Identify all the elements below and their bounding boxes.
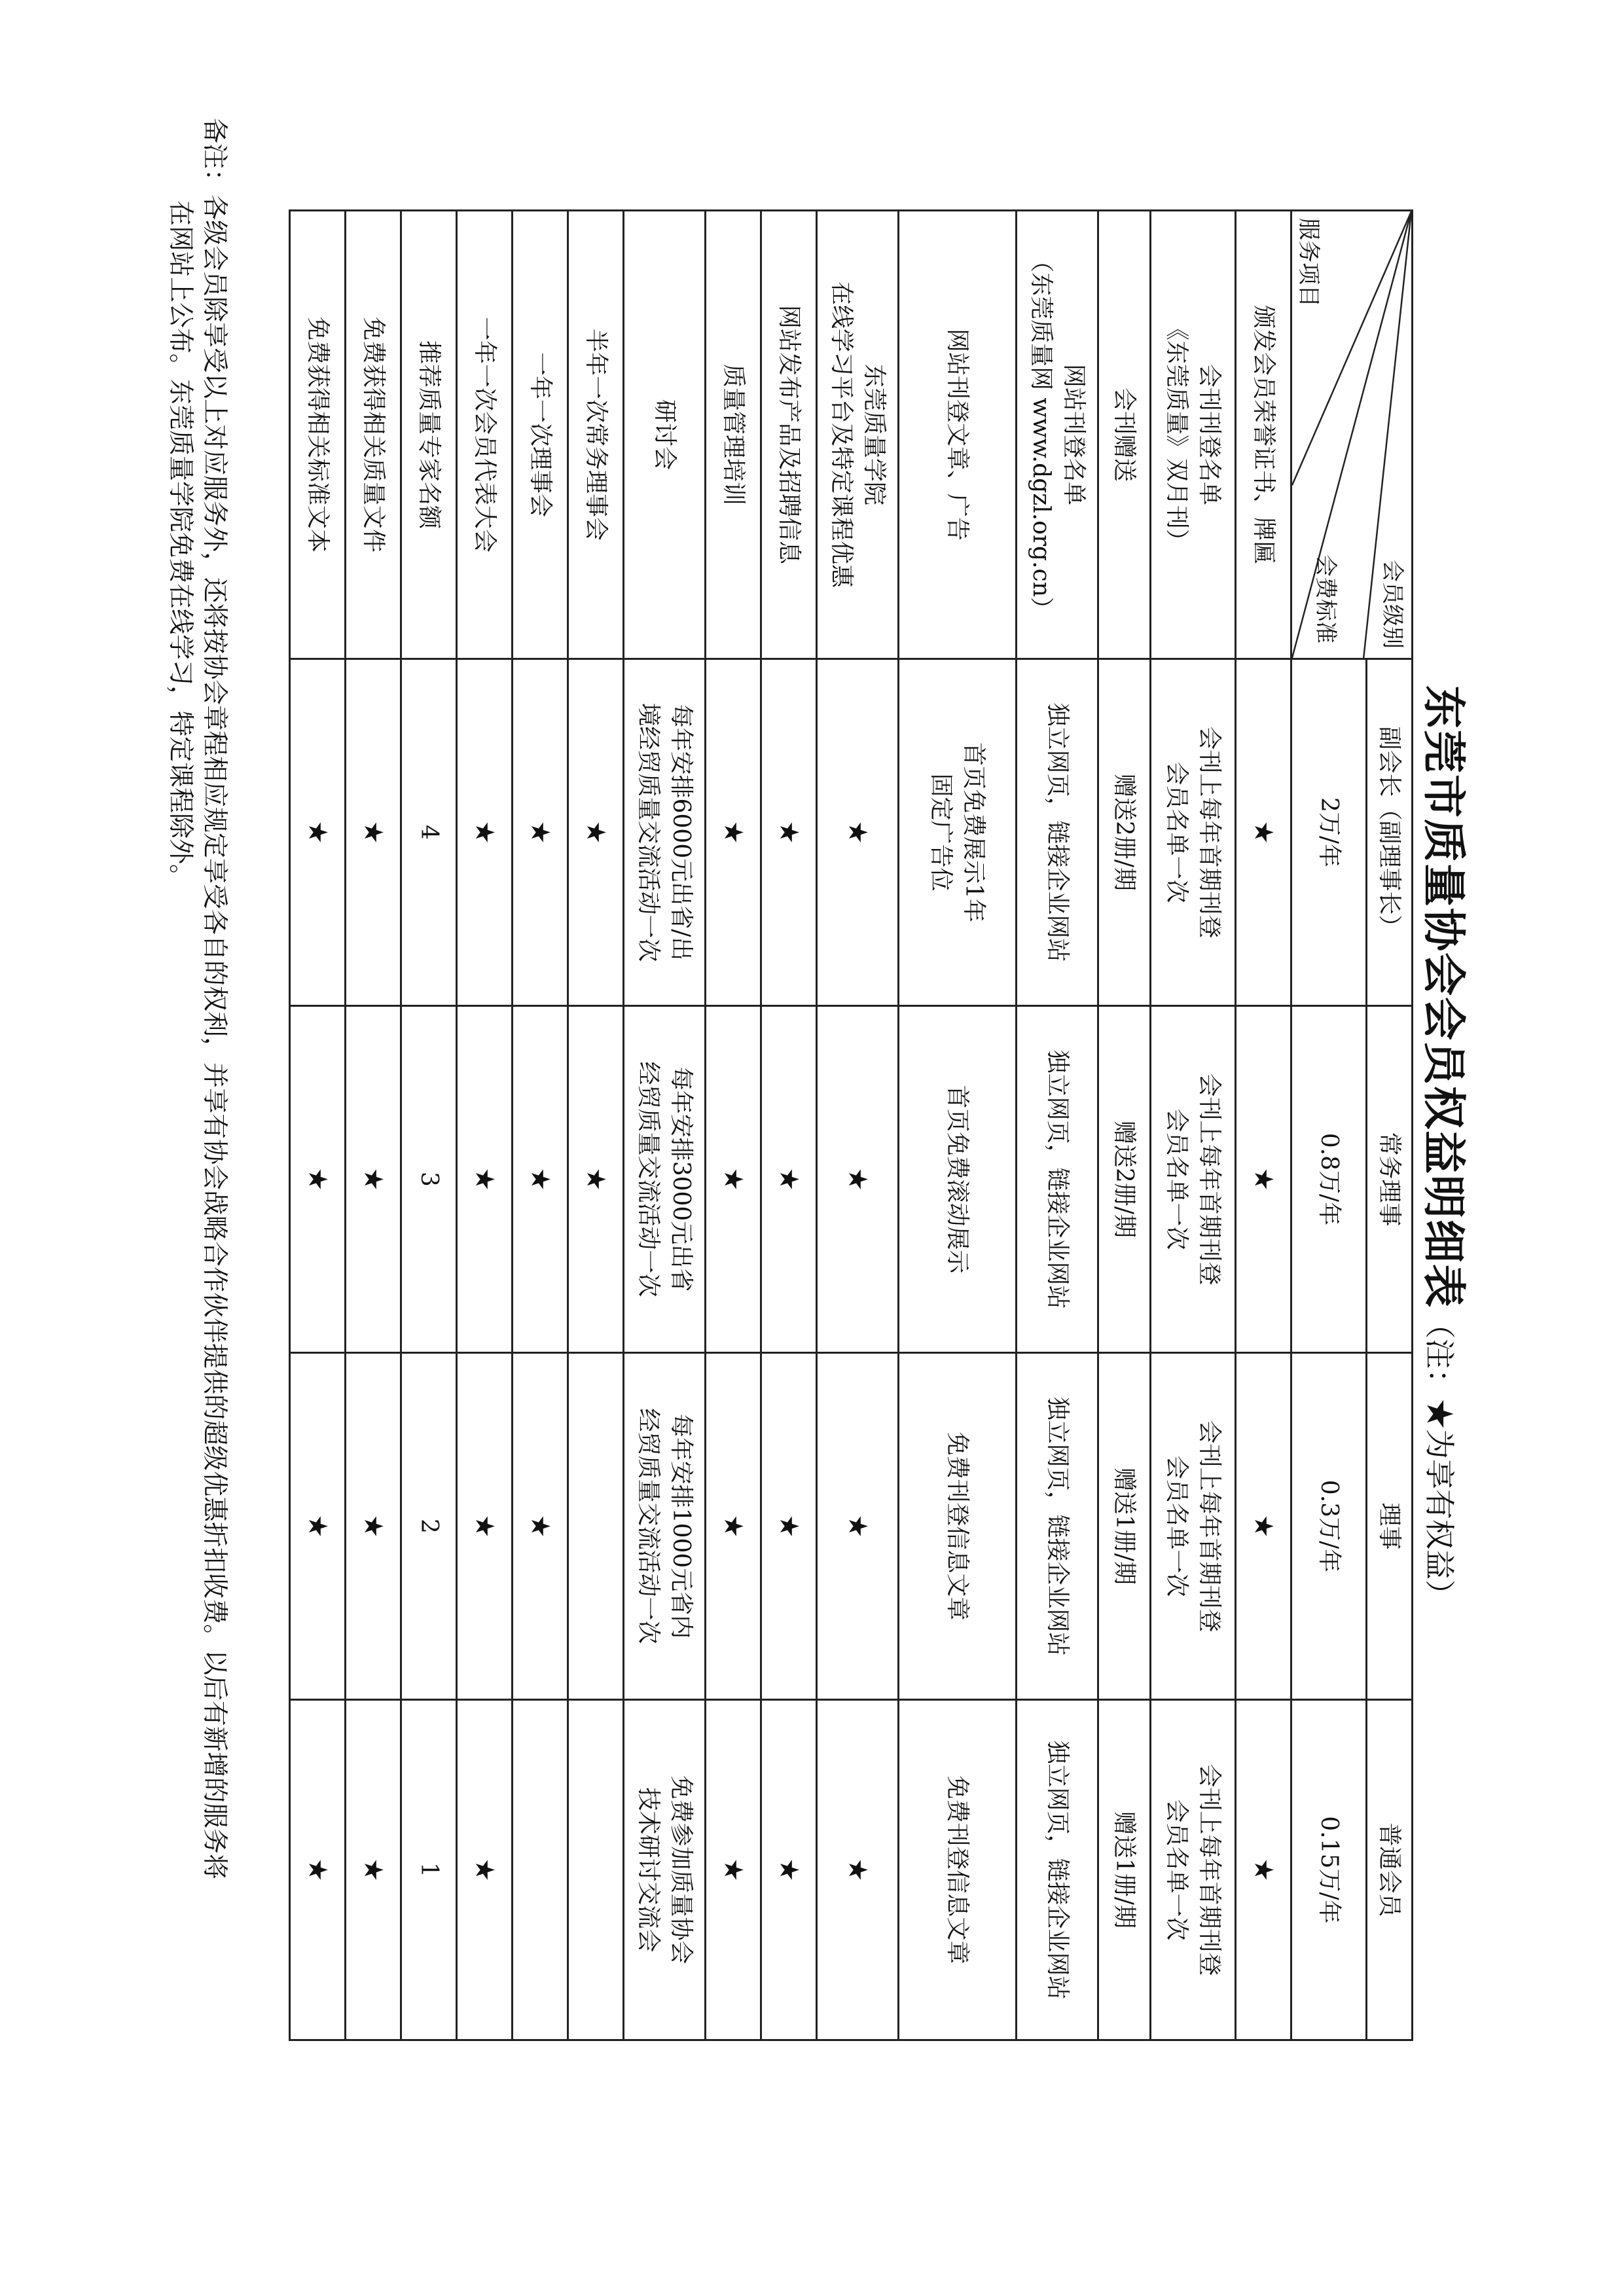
service-item-text: 一年一次理事会 [527,352,554,517]
benefit-cell [1017,659,1098,1006]
service-item-text: 东莞质量学院 [861,363,888,505]
benefit-cell [401,1700,457,2040]
benefits-table [289,209,1413,2041]
benefit-cell [899,1700,1017,2040]
benefit-cell [761,1006,817,1353]
level-vice-president: 副会长（副理事长） [1367,659,1413,1006]
star-icon: ★ [469,1514,499,1538]
benefit-cell [457,1353,513,1700]
star-icon: ★ [718,1858,748,1882]
benefit-text: 首页免费展示1年 [960,742,988,922]
benefit-text: 固定广告位 [928,773,955,892]
star-icon: ★ [302,1514,333,1538]
corner-label-fee: 会费标准 [1312,554,1339,643]
benefit-cell [1236,1700,1291,2040]
header-row-levels [1367,211,1413,2040]
title-main: 东莞市质量协会会员权益明细表 [1418,685,1469,1309]
benefit-text: 独立网页，链接企业网站 [1044,1396,1071,1656]
service-item-cell [624,211,706,659]
benefit-text: 3 [416,1172,442,1187]
benefit-text: 1 [416,1862,442,1877]
service-item-cell [1098,211,1151,659]
benefit-text: 会员名单一次 [1163,1108,1191,1250]
benefit-cell [346,659,401,1006]
star-icon: ★ [302,1167,333,1191]
star-icon: ★ [1248,1167,1278,1191]
benefit-text: 免费刊登信息文章 [944,1432,971,1621]
benefit-cell [457,1700,513,2040]
star-icon: ★ [774,1858,804,1882]
service-item-text: 免费获得相关标准文本 [304,316,331,552]
service-item-cell [568,211,624,659]
service-item-text: 免费获得相关质量文件 [360,316,387,552]
star-icon: ★ [469,1167,499,1191]
service-item-cell [290,211,346,659]
table-row [624,211,706,2040]
service-item-cell [1236,211,1291,659]
table-row [346,211,401,2040]
benefit-cell [568,659,624,1006]
star-icon: ★ [718,820,748,844]
benefit-cell [706,659,761,1006]
corner-header-cell [1291,211,1413,659]
benefit-text: 会刊上每年首期刊登 [1196,1420,1223,1633]
benefit-text: 赠送1册/期 [1111,1467,1138,1585]
table-row [401,211,457,2040]
star-icon: ★ [302,1858,333,1882]
table-row [1098,211,1151,2040]
benefit-cell [1236,1353,1291,1700]
benefit-text: 会员名单一次 [1163,761,1191,903]
service-item-cell [761,211,817,659]
benefit-cell [1098,659,1151,1006]
benefit-cell [899,1006,1017,1353]
benefit-cell [568,1006,624,1353]
service-item-text: 在线学习平台及特定课程优惠 [828,281,855,588]
benefit-cell [290,1700,346,2040]
table-row [513,211,568,2040]
star-icon: ★ [842,1858,873,1882]
fee-vice-president: 2万/年 [1291,659,1367,1006]
benefit-cell [1236,659,1291,1006]
star-icon: ★ [358,1514,388,1538]
star-icon: ★ [774,820,804,844]
star-icon: ★ [842,820,873,844]
benefit-cell [1151,1006,1236,1353]
benefit-cell [761,1353,817,1700]
star-icon: ★ [774,1167,804,1191]
benefit-cell [624,1006,706,1353]
table-row [817,211,899,2040]
benefit-cell [401,1353,457,1700]
table-row [1017,211,1098,2040]
benefit-text: 独立网页，链接企业网站 [1044,1049,1071,1309]
benefit-text: 会刊上每年首期刊登 [1196,1073,1223,1286]
service-item-text: 一年一次会员代表大会 [471,316,498,552]
benefit-cell [817,1700,899,2040]
star-icon: ★ [718,1514,748,1538]
level-director: 理事 [1367,1353,1413,1700]
fee-director: 0.3万/年 [1291,1353,1367,1700]
star-icon: ★ [581,820,611,844]
benefit-cell [290,659,346,1006]
service-item-text: 会刊赠送 [1111,387,1138,482]
star-icon: ★ [525,1514,555,1538]
star-icon: ★ [469,820,499,844]
star-icon: ★ [358,820,388,844]
star-icon: ★ [525,1167,555,1191]
benefit-cell [761,1700,817,2040]
benefit-text: 经贸质量交流活动一次 [635,1061,662,1297]
table-row [761,211,817,2040]
star-icon: ★ [302,820,333,844]
benefit-cell [1017,1006,1098,1353]
table-row [1236,211,1291,2040]
star-icon: ★ [1248,1514,1278,1538]
benefit-text: 赠送2册/期 [1111,773,1138,892]
benefit-cell [761,659,817,1006]
benefit-cell [1017,1353,1098,1700]
service-item-text: 推荐质量专家名额 [416,340,442,529]
benefit-text: 会刊上每年首期刊登 [1196,1763,1223,1976]
service-item-cell [457,211,513,659]
service-item-cell [1017,211,1098,659]
benefit-cell [706,1700,761,2040]
benefit-cell [1151,1700,1236,2040]
service-item-text: 网站刊登文章、广告 [944,328,971,541]
benefit-cell [568,1353,624,1700]
service-item-text: 网站刊登名单 [1060,363,1087,505]
benefit-text: 会员名单一次 [1163,1455,1191,1597]
star-icon: ★ [525,820,555,844]
service-item-cell [346,211,401,659]
benefit-cell [346,1353,401,1700]
benefit-text: 4 [416,825,442,840]
star-icon: ★ [718,1167,748,1191]
star-icon: ★ [842,1514,873,1538]
benefit-text: 境经贸质量交流活动一次 [635,702,662,962]
benefit-cell [401,1006,457,1353]
star-icon: ★ [1248,820,1278,844]
benefit-cell [706,1353,761,1700]
benefit-cell [1098,1700,1151,2040]
benefit-cell [290,1006,346,1353]
service-item-text: 《东莞质量》双月刊） [1163,316,1191,552]
star-icon: ★ [358,1167,388,1191]
service-item-cell [1151,211,1236,659]
service-item-cell [899,211,1017,659]
benefit-cell [1098,1006,1151,1353]
benefit-cell [457,1006,513,1353]
benefit-cell [346,1006,401,1353]
benefit-cell [817,659,899,1006]
benefit-text: 技术研讨交流会 [635,1787,662,1953]
title-note: （注：★为享有权益） [1422,1309,1457,1610]
benefit-text: 赠送2册/期 [1111,1120,1138,1238]
star-icon: ★ [1248,1858,1278,1882]
benefit-cell [899,1353,1017,1700]
service-item-cell [401,211,457,659]
benefit-text: 免费刊登信息文章 [944,1775,971,1964]
benefit-cell [513,1353,568,1700]
table-row [706,211,761,2040]
remark-line-2: 在网站上公布。东莞质量学院免费在线学习，特定课程除外。 [166,200,195,890]
star-icon: ★ [469,1858,499,1882]
table-row [899,211,1017,2040]
benefit-cell [624,1700,706,2040]
benefit-cell [1098,1353,1151,1700]
benefit-cell [401,659,457,1006]
table-row [1151,211,1236,2040]
benefit-cell [568,1700,624,2040]
benefit-cell [899,659,1017,1006]
corner-label-service: 服务项目 [1295,218,1322,307]
service-item-text: （东莞质量网 www.dgzl.org.cn） [1028,249,1055,621]
fee-standing-director: 0.8万/年 [1291,1006,1367,1353]
star-icon: ★ [774,1514,804,1538]
service-item-text: 研讨会 [651,399,678,470]
service-item-text: 会刊刊登名单 [1196,363,1223,505]
page-title [1416,0,1479,2295]
corner-label-level: 会员级别 [1379,560,1405,649]
benefit-cell [624,1353,706,1700]
benefit-cell [457,659,513,1006]
benefit-cell [1017,1700,1098,2040]
benefit-cell [1151,659,1236,1006]
service-item-text: 网站发布产品及招聘信息 [776,304,803,564]
benefit-text: 免费参加质量协会 [668,1775,695,1964]
benefit-text: 经贸质量交流活动一次 [635,1408,662,1644]
benefit-cell [513,1006,568,1353]
benefit-cell [1236,1006,1291,1353]
service-item-cell [817,211,899,659]
benefit-text: 每年安排1000元省内 [668,1413,695,1639]
star-icon: ★ [581,1167,611,1191]
benefit-text: 每年安排3000元出省 [668,1066,695,1292]
benefit-cell [1151,1353,1236,1700]
benefit-text: 2 [416,1519,442,1534]
table-row [568,211,624,2040]
benefit-cell [817,1006,899,1353]
service-item-cell [513,211,568,659]
benefit-cell [346,1700,401,2040]
benefit-cell [513,659,568,1006]
fee-ordinary-member: 0.15万/年 [1291,1700,1367,2040]
benefit-cell [290,1353,346,1700]
star-icon: ★ [842,1167,873,1191]
benefit-text: 独立网页，链接企业网站 [1044,1740,1071,2000]
benefit-text: 独立网页，链接企业网站 [1044,702,1071,962]
service-item-text: 质量管理培训 [720,363,747,505]
star-icon: ★ [358,1858,388,1882]
benefit-text: 每年安排6000元出省/出 [668,704,695,961]
service-item-text: 颁发会员荣誉证书、牌匾 [1250,304,1277,564]
benefit-cell [817,1353,899,1700]
table-row [290,211,346,2040]
benefit-text: 会刊上每年首期刊登 [1196,726,1223,939]
benefit-text: 赠送1册/期 [1111,1811,1138,1929]
benefit-cell [513,1700,568,2040]
remark-note [163,118,231,2160]
remark-line-1: 备注：各级会员除享受以上对应服务外，还将按协会章程相应规定享受各自的权利，并享有协会战略合作伙伴提供的超级优惠折扣收费。以后有新增的服务将 [200,118,229,1880]
benefit-text: 会员名单一次 [1163,1799,1191,1941]
table-row [457,211,513,2040]
benefit-cell [624,659,706,1006]
level-ordinary-member: 普通会员 [1367,1700,1413,2040]
level-standing-director: 常务理事 [1367,1006,1413,1353]
benefit-text: 首页免费滚动展示 [944,1085,971,1274]
service-item-text: 半年一次常务理事会 [583,328,609,541]
benefit-cell [706,1006,761,1353]
service-item-cell [706,211,761,659]
